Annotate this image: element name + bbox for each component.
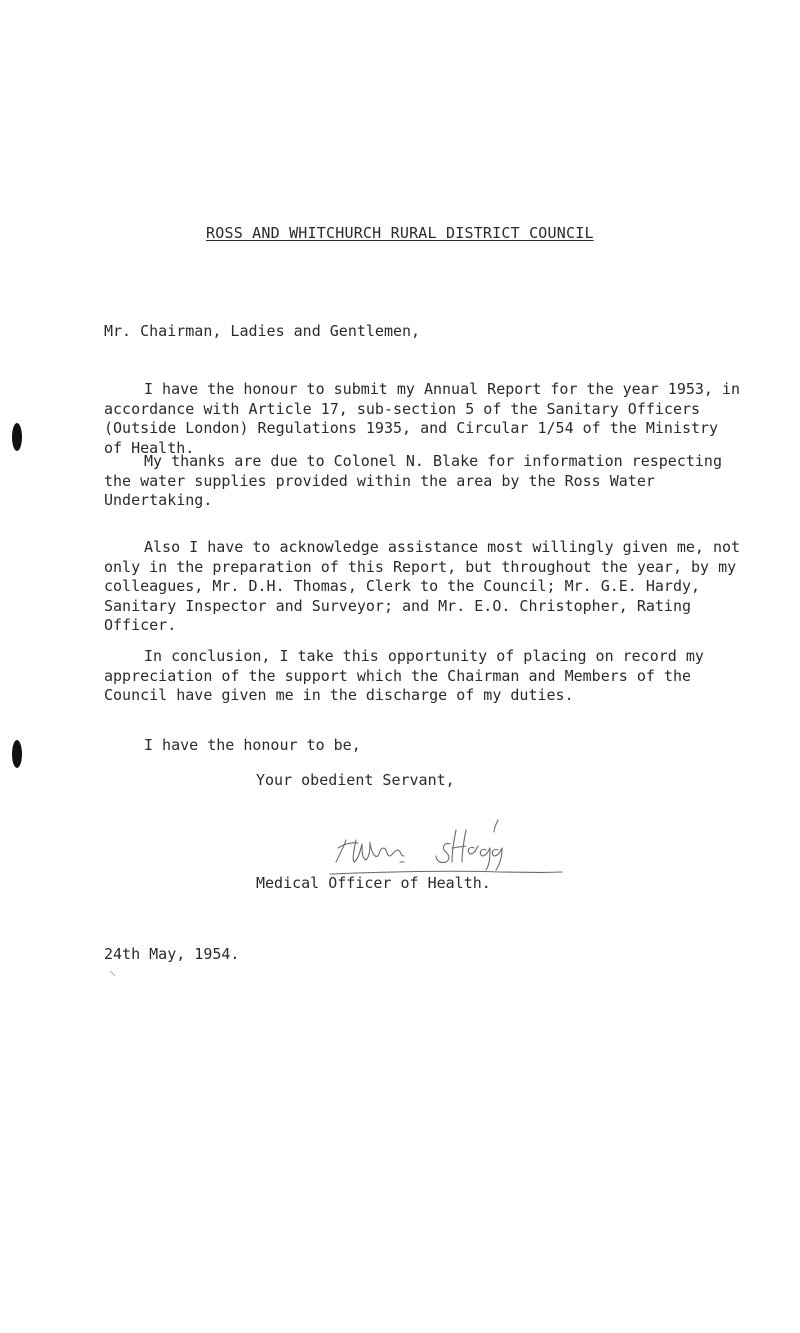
closing-line: I have the honour to be, <box>144 736 361 754</box>
paragraph-conclusion: In conclusion, I take this opportunity of placing on record my appreciation of the support which the Chairman and Members of the Council have given me in the discharge of my duties. <box>104 647 704 704</box>
punch-hole-mark <box>12 740 22 768</box>
signature-title: Medical Officer of Health. <box>256 874 491 892</box>
punch-hole-mark <box>12 423 22 451</box>
paragraph-thanks: My thanks are due to Colonel N. Blake for information respecting the water supplies provided within the area by the Ross Water Undertaking. <box>104 452 722 509</box>
document-heading: ROSS AND WHITCHURCH RURAL DISTRICT COUNCIL <box>206 224 594 242</box>
document-date: 24th May, 1954. <box>104 945 240 963</box>
paragraph-annual-report: I have the honour to submit my Annual Report for the year 1953, in accordance with Article 17, sub-section 5 of the Sanitary Officers (Outside London) Regulations 1935, and Circular 1/54 of the Ministry of Health. <box>104 380 741 457</box>
salutation: Mr. Chairman, Ladies and Gentlemen, <box>104 322 421 340</box>
handwritten-signature <box>300 800 570 878</box>
valediction: Your obedient Servant, <box>256 771 455 789</box>
paper-speck <box>110 971 116 977</box>
paragraph-acknowledgement: Also I have to acknowledge assistance most willingly given me, not only in the preparation of this Report, but throughout the year, by my colleagues, Mr. D.H. Thomas, Clerk to the Council; Mr. G.E. Hardy, Sanitary Inspector and Surveyor; and Mr. E.O. Christopher, Rating Officer. <box>104 538 741 634</box>
